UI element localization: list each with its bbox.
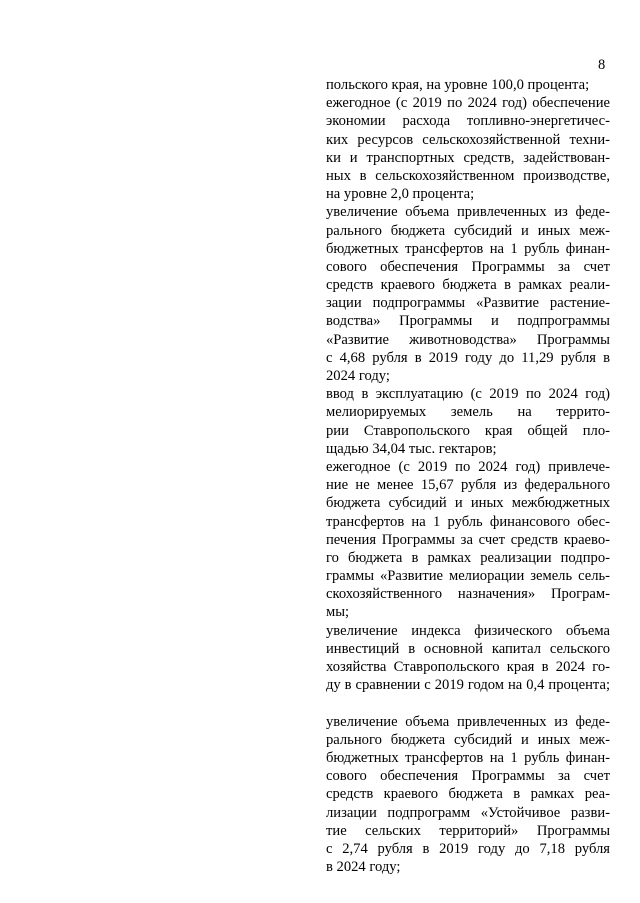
text-line: инвестиций в основной капитал сельского [326, 640, 610, 657]
text-line: средств краевого бюджета в рамках реали- [326, 277, 610, 294]
text-line: водства» Программы и подпрограммы [326, 313, 610, 330]
text-line: экономии расхода топливно-энергетичес- [326, 113, 610, 130]
text-line: ежегодное (с 2019 по 2024 год) привлече- [326, 458, 610, 475]
text-line: с 2,74 рубля в 2019 году до 7,18 рубля [326, 840, 610, 857]
text-line: бюджетных трансфертов на 1 рубль финан- [326, 749, 610, 766]
text-line: 2024 году; [326, 368, 390, 384]
text-line: бюджета субсидий и иных межбюджетных [326, 495, 610, 512]
text-line: ных в сельскохозяйственном производстве, [326, 167, 610, 184]
text-line: ежегодное (с 2019 по 2024 год) обеспечение [326, 95, 610, 112]
text-line: мелиорируемых земель на террито- [326, 404, 610, 421]
text-line: трансфертов на 1 рубль финансового обес- [326, 513, 610, 530]
text-line: мы; [326, 604, 350, 621]
text-line: печения Программы за счет средств краево- [326, 531, 610, 548]
text-line: зации подпрограммы «Развитие растение- [326, 295, 610, 312]
text-line: го бюджета в рамках реализации подпро- [326, 549, 610, 566]
text-line: ние не менее 15,67 рубля из федерального [326, 477, 610, 494]
text-line: ввод в эксплуатацию (с 2019 по 2024 год) [326, 386, 610, 403]
text-line: на уровне 2,0 процента; [326, 186, 475, 203]
text-line: щадью 34,04 тыс. гектаров; [326, 440, 497, 457]
text-line: рального бюджета субсидий и иных меж- [326, 731, 610, 748]
text-line: сового обеспечения Программы за счет [326, 768, 610, 785]
page-number: 8 [598, 57, 606, 73]
text-line: польского края, на уровне 100,0 процента; [326, 77, 590, 93]
text-line: хозяйства Ставропольского края в 2024 го- [326, 659, 610, 675]
text-line: бюджетных трансфертов на 1 рубль финан- [326, 240, 610, 257]
text-line: граммы «Развитие мелиорации земель сель- [326, 568, 610, 585]
text-line: «Развитие животноводства» Программы [326, 331, 610, 348]
text-line: рального бюджета субсидий и иных меж- [326, 222, 610, 239]
text-line: ду в сравнении с 2019 годом на 0,4 процента; [326, 677, 610, 694]
text-line: рии Ставропольского края общей пло- [326, 422, 610, 439]
text-line [326, 694, 610, 712]
text-line: тие сельских территорий» Программы [326, 822, 610, 839]
text-line: увеличение объема привлеченных из феде- [326, 204, 610, 221]
text-line: в 2024 году; [326, 859, 401, 876]
text-line: ких ресурсов сельскохозяйственной техни- [326, 131, 610, 148]
text-line: сового обеспечения Программы за счет [326, 258, 610, 275]
text-line: увеличение индекса физического объема [326, 622, 610, 639]
text-line: увеличение объема привлеченных из феде- [326, 713, 610, 730]
text-line: скохозяйственного назначения» Програм- [326, 586, 610, 603]
text-line: средств краевого бюджета в рамках реа- [326, 786, 610, 803]
body-text [326, 76, 610, 876]
text-line: лизации подпрограмм «Устойчивое разви- [326, 804, 610, 821]
text-line: ки и транспортных средств, задействован- [326, 149, 610, 166]
text-line: с 4,68 рубля в 2019 году до 11,29 рубля в [326, 349, 610, 366]
